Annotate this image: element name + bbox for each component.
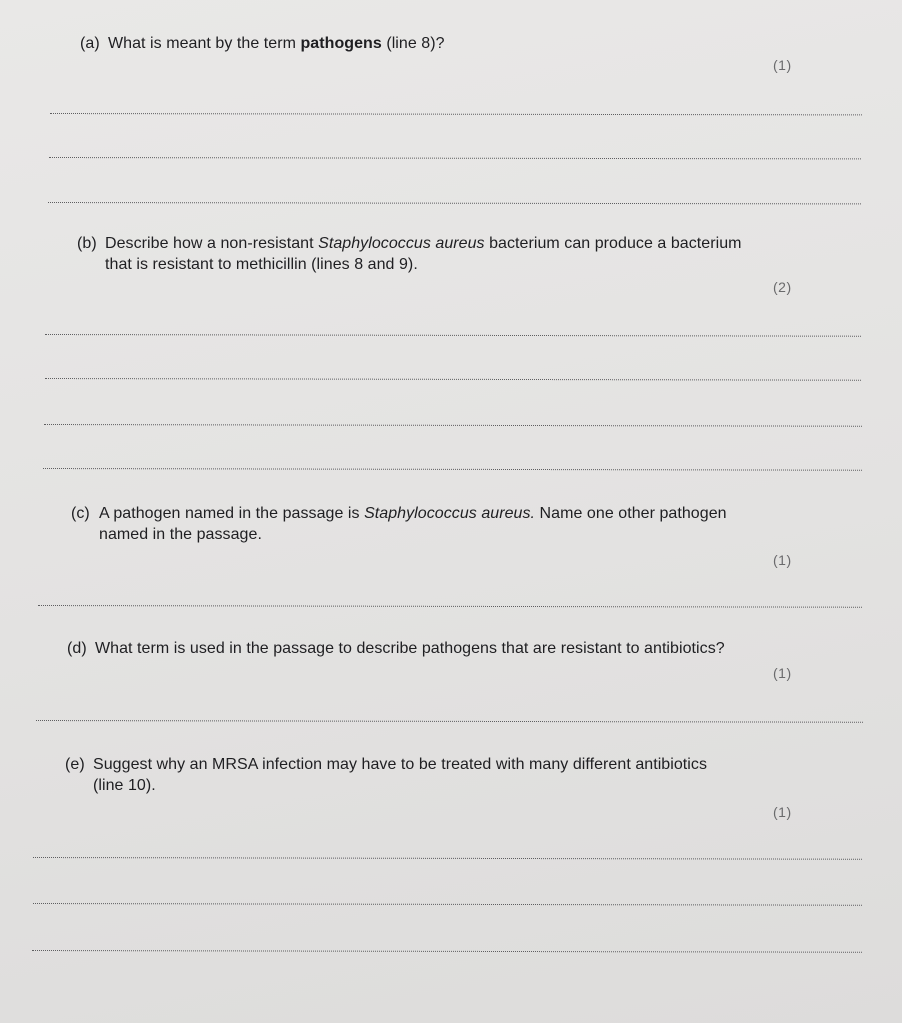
answer-line-a-3[interactable]	[48, 202, 861, 204]
question-a-marks: (1)	[773, 57, 792, 73]
question-c-line2: named in the passage.	[99, 526, 262, 543]
question-d-label: (d)	[67, 640, 87, 657]
question-b-marks: (2)	[773, 279, 792, 295]
answer-line-b-2[interactable]	[45, 378, 861, 381]
question-c-label: (c)	[71, 505, 90, 522]
question-b-label: (b)	[77, 235, 97, 252]
question-a	[80, 33, 840, 54]
question-a-text-post: (line 8)?	[381, 35, 445, 52]
question-b-text-pre: Describe how a non-resistant	[105, 235, 319, 252]
question-d-marks: (1)	[773, 665, 792, 681]
question-e-text: Suggest why an MRSA infection may have to be treated with many different antibiotics	[93, 756, 708, 773]
question-e-line2: (line 10).	[93, 777, 156, 794]
question-d	[67, 638, 867, 659]
question-b-line2: that is resistant to methicillin (lines 8 and 9).	[105, 256, 418, 273]
question-b-text-post: bacterium can produce a bacterium	[484, 235, 742, 252]
answer-line-c-1[interactable]	[38, 605, 862, 608]
question-a-text-pre: What is meant by the term	[108, 35, 301, 52]
answer-line-a-1[interactable]	[50, 113, 862, 115]
question-b	[77, 233, 857, 275]
question-c-marks: (1)	[773, 552, 792, 568]
question-b-organism: Staphylococcus aureus	[318, 235, 485, 252]
answer-line-e-1[interactable]	[33, 857, 862, 860]
question-d-text: What term is used in the passage to describe pathogens that are resistant to antibiotics?	[95, 640, 725, 657]
question-c-text-post: Name one other pathogen	[535, 505, 727, 522]
answer-line-b-4[interactable]	[43, 468, 862, 471]
question-a-label: (a)	[80, 35, 100, 52]
question-e	[65, 754, 865, 796]
answer-line-d-1[interactable]	[36, 720, 863, 723]
question-a-keyword: pathogens	[300, 35, 382, 52]
question-e-label: (e)	[65, 756, 85, 773]
answer-line-e-2[interactable]	[33, 903, 862, 906]
question-c	[71, 503, 851, 545]
answer-line-e-3[interactable]	[32, 950, 862, 953]
question-c-organism: Staphylococcus aureus.	[364, 505, 536, 522]
question-e-marks: (1)	[773, 804, 792, 820]
answer-line-b-3[interactable]	[44, 424, 862, 427]
answer-line-b-1[interactable]	[45, 334, 861, 337]
answer-line-a-2[interactable]	[49, 157, 861, 159]
question-c-text-pre: A pathogen named in the passage is	[99, 505, 365, 522]
